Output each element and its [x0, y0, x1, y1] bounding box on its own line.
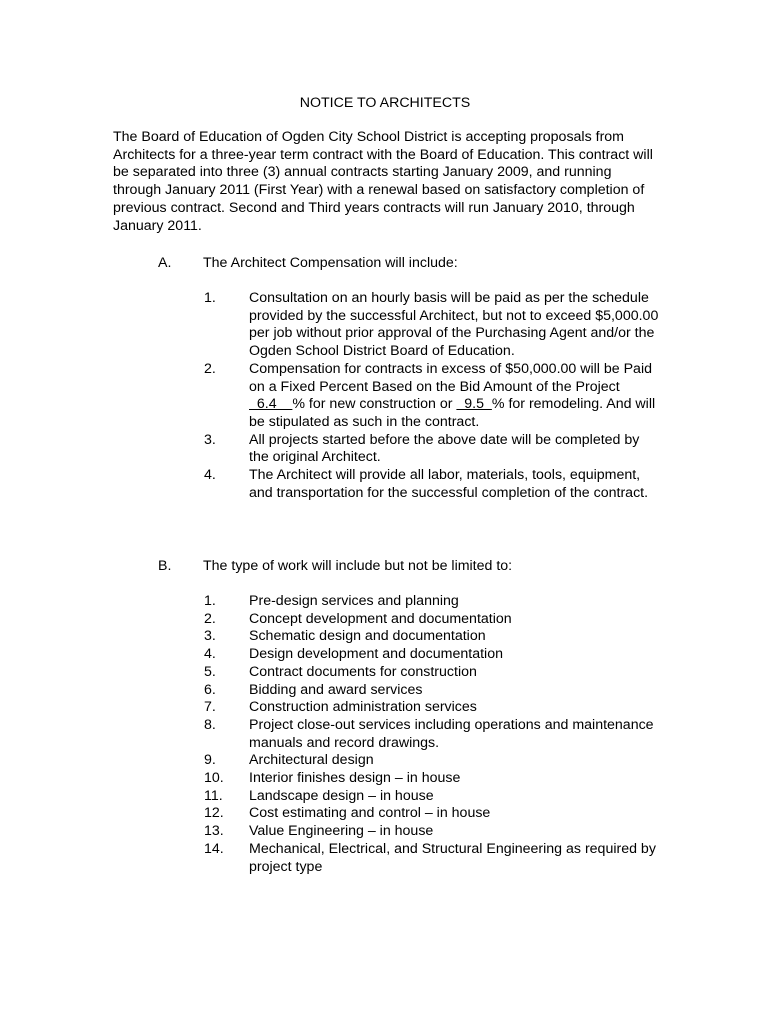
section-a-heading: [158, 255, 658, 273]
list-item: [204, 593, 659, 611]
item-number: 4.: [204, 646, 216, 663]
item-text: Bidding and award services: [249, 681, 423, 698]
section-a-list: [204, 290, 659, 502]
item-text: Schematic design and documentation: [249, 628, 486, 645]
item-number: 9.: [204, 752, 216, 769]
item-text-part: Compensation for contracts in excess of $50,000.00 will be Paid on a Fixed Percent Based on the Bid Amount of the Project: [249, 360, 652, 395]
item-text: Architectural design: [249, 752, 374, 769]
list-item: [204, 699, 659, 717]
page-title: NOTICE TO ARCHITECTS: [299, 95, 471, 111]
item-number: 6.: [204, 681, 216, 698]
item-text-part: % for remodeling. And will be stipulated as such in the contract.: [249, 396, 656, 430]
list-item: [204, 841, 659, 876]
section-b-list: [204, 593, 659, 876]
item-text: Design development and documentation: [249, 646, 503, 663]
section-heading: The type of work will include but not be limited to:: [203, 558, 513, 574]
item-number: 2.: [204, 360, 216, 377]
item-text: All projects started before the above date will be completed by the original Architect.: [249, 431, 640, 466]
item-number: 2.: [204, 610, 216, 627]
list-item: [204, 290, 659, 361]
section-b-heading: [158, 558, 658, 576]
item-text-part: % for new construction or: [292, 396, 457, 413]
item-text: Interior finishes design – in house: [249, 770, 461, 787]
item-number: 7.: [204, 699, 216, 716]
item-text: Project close-out services including operations and maintenance manuals and record drawings.: [249, 716, 654, 751]
list-item: [204, 664, 659, 682]
item-number: 1.: [204, 593, 216, 609]
item-text: Landscape design – in house: [249, 787, 434, 804]
list-item: [204, 646, 659, 664]
section-letter: B.: [158, 558, 172, 574]
item-text: Value Engineering – in house: [249, 823, 434, 840]
item-number: 4.: [204, 467, 216, 484]
intro-paragraph: The Board of Education of Ogden City School District is accepting proposals from Architects for a three-year term contract with the Board of Education. This contract will be separated into three (3) annual contracts starting January 2009, and running through January 2011 (First Year) with a renewal based on satisfactory completion of previous contract. Second and Third years contracts will run January 2010, through January 2011.: [113, 129, 653, 234]
item-number: 3.: [204, 628, 216, 645]
list-item: [204, 467, 659, 502]
list-item: [204, 628, 659, 646]
item-text: Cost estimating and control – in house: [249, 805, 491, 822]
item-number: 14.: [204, 840, 224, 857]
item-text: Mechanical, Electrical, and Structural Engineering as required by project type: [249, 840, 656, 875]
item-text: The Architect will provide all labor, materials, tools, equipment, and transportation for the successful completion of the contract.: [249, 467, 649, 501]
list-item: [204, 770, 659, 788]
item-number: 10.: [204, 770, 224, 787]
item-number: 3.: [204, 431, 216, 448]
item-number: 13.: [204, 823, 224, 840]
list-item: [204, 717, 659, 752]
list-item: [204, 752, 659, 770]
remodeling-percent: 9.5: [456, 396, 492, 413]
item-text: Contract documents for construction: [249, 663, 477, 680]
item-text: Pre-design services and planning: [249, 593, 459, 609]
item-number: 11.: [204, 787, 223, 804]
item-text: Consultation on an hourly basis will be paid as per the schedule provided by the successful Architect, but not to exceed $5,000.00 per job without prior approval of the Purchasing Agent and/or the Ogden School District Board of Education.: [249, 290, 659, 360]
new-construction-percent: 6.4: [249, 396, 293, 413]
item-number: 1.: [204, 290, 216, 306]
list-item: [204, 611, 659, 629]
item-text: Construction administration services: [249, 699, 477, 716]
section-letter: A.: [158, 255, 172, 271]
list-item: [204, 361, 659, 432]
item-number: 8.: [204, 716, 216, 733]
section-heading: The Architect Compensation will include:: [203, 255, 458, 271]
item-text: Concept development and documentation: [249, 610, 512, 627]
item-number: 5.: [204, 663, 216, 680]
list-item: [204, 788, 659, 806]
item-text: [249, 361, 659, 432]
list-item: [204, 823, 659, 841]
list-item: [204, 805, 659, 823]
list-item: [204, 682, 659, 700]
list-item: [204, 432, 659, 467]
item-number: 12.: [204, 805, 224, 822]
